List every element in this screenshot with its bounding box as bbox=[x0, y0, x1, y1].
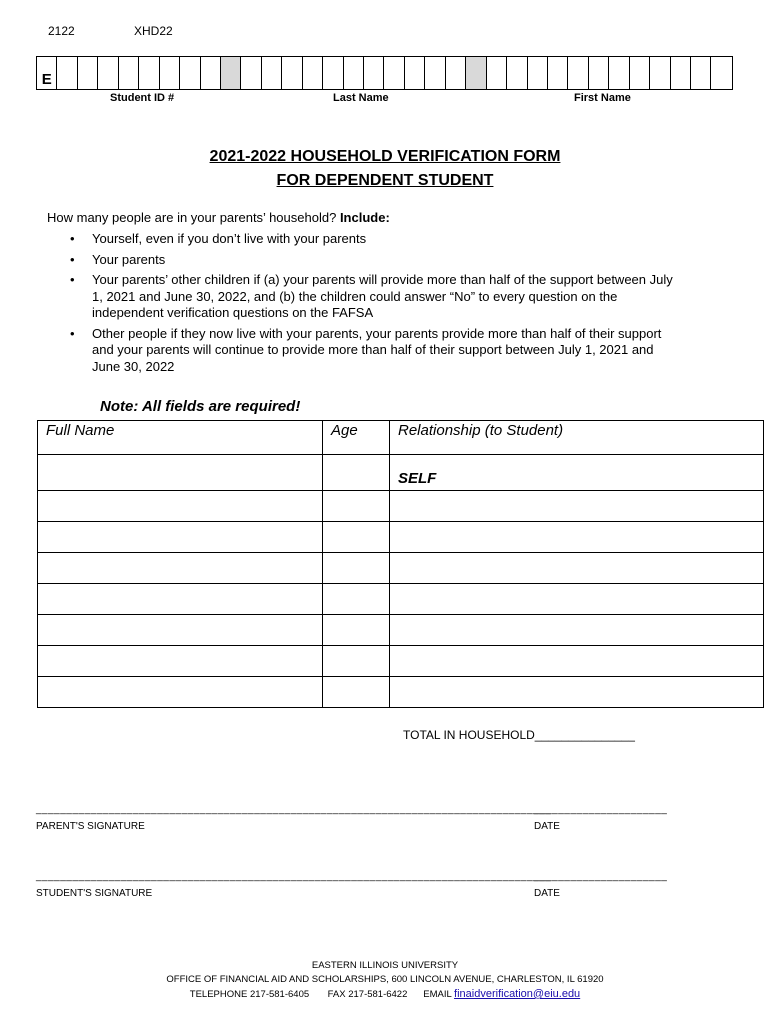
age-field[interactable] bbox=[323, 522, 390, 553]
student-id-label: Student ID # bbox=[110, 92, 175, 104]
id-character-box[interactable] bbox=[180, 57, 200, 89]
id-character-box[interactable] bbox=[691, 57, 711, 89]
list-item bbox=[70, 231, 680, 248]
full-name-field[interactable] bbox=[38, 677, 323, 708]
parent-signature-label: PARENT'S SIGNATURE bbox=[36, 821, 145, 832]
id-character-box[interactable] bbox=[57, 57, 77, 89]
list-item-text: Your parents’ other children if (a) your parents will provide more than half of the support between July 1, 2021 and June 30, 2022, and (b) the children could answer “No” to every question on the independent verification questions on the FAFSA bbox=[92, 272, 673, 320]
list-item bbox=[70, 272, 680, 322]
full-name-field[interactable] bbox=[38, 553, 323, 584]
id-character-box[interactable] bbox=[630, 57, 650, 89]
table-row bbox=[38, 491, 764, 522]
table-header-row bbox=[38, 421, 764, 455]
list-item-text: Your parents bbox=[92, 251, 166, 267]
id-character-box[interactable] bbox=[548, 57, 568, 89]
form-code-right: XHD22 bbox=[134, 24, 173, 38]
list-item bbox=[70, 326, 680, 376]
id-character-box[interactable] bbox=[364, 57, 384, 89]
bullet-icon: • bbox=[70, 251, 75, 267]
age-field[interactable] bbox=[323, 491, 390, 522]
last-name-label: Last Name bbox=[333, 92, 389, 104]
relationship-cell bbox=[390, 455, 764, 491]
relationship-field[interactable] bbox=[390, 677, 764, 708]
bullet-icon: • bbox=[70, 325, 75, 341]
id-character-box[interactable] bbox=[609, 57, 629, 89]
student-date-label: DATE bbox=[534, 888, 560, 899]
id-character-box[interactable] bbox=[78, 57, 98, 89]
id-separator-box bbox=[466, 57, 486, 89]
relationship-header: Relationship (to Student) bbox=[390, 421, 764, 455]
student-signature-line[interactable]: _____________________________________________________________________________________ bbox=[36, 871, 552, 882]
full-name-field[interactable] bbox=[38, 584, 323, 615]
full-name-field[interactable] bbox=[38, 455, 323, 491]
first-name-label: First Name bbox=[574, 92, 631, 104]
include-label: Include: bbox=[339, 210, 390, 225]
age-field[interactable] bbox=[323, 553, 390, 584]
id-character-box[interactable] bbox=[282, 57, 302, 89]
footer-fax: FAX 217-581-6422 bbox=[327, 989, 408, 1000]
full-name-field[interactable] bbox=[38, 491, 323, 522]
id-character-box[interactable] bbox=[671, 57, 691, 89]
age-field[interactable] bbox=[323, 677, 390, 708]
id-character-box[interactable] bbox=[303, 57, 323, 89]
student-signature-label: STUDENT'S SIGNATURE bbox=[36, 888, 153, 899]
form-subtitle: FOR DEPENDENT STUDENT bbox=[276, 172, 494, 189]
id-character-box[interactable] bbox=[589, 57, 609, 89]
age-field[interactable] bbox=[323, 584, 390, 615]
table-row bbox=[38, 677, 764, 708]
table-row bbox=[38, 553, 764, 584]
relationship-field[interactable] bbox=[390, 491, 764, 522]
id-character-box[interactable] bbox=[119, 57, 139, 89]
age-field[interactable] bbox=[323, 455, 390, 491]
footer-email-label: EMAIL bbox=[423, 989, 452, 1000]
bullet-icon: • bbox=[70, 272, 75, 287]
id-character-box[interactable] bbox=[98, 57, 118, 89]
relationship-field[interactable] bbox=[390, 584, 764, 615]
list-item-text: Other people if they now live with your parents, your parents provide more than half of their support and your parents will continue to provide more than half of their support between July 1, 2021 and June 30, 2022 bbox=[92, 325, 662, 374]
age-field[interactable] bbox=[323, 646, 390, 677]
parent-date-line[interactable]: ______________________ bbox=[534, 804, 668, 815]
household-table bbox=[37, 420, 764, 708]
household-question bbox=[47, 210, 390, 225]
id-character-box[interactable] bbox=[201, 57, 221, 89]
footer-office: OFFICE OF FINANCIAL AID AND SCHOLARSHIPS, 600 LINCOLN AVENUE, CHARLESTON, IL 61920 bbox=[166, 974, 604, 985]
list-item-text: Yourself, even if you don’t live with your parents bbox=[92, 231, 367, 246]
bullet-icon: • bbox=[70, 231, 75, 246]
id-character-box[interactable] bbox=[241, 57, 261, 89]
full-name-field[interactable] bbox=[38, 646, 323, 677]
id-character-box[interactable] bbox=[528, 57, 548, 89]
form-title: 2021-2022 HOUSEHOLD VERIFICATION FORM bbox=[209, 148, 561, 165]
id-character-box[interactable] bbox=[446, 57, 466, 89]
table-row bbox=[38, 615, 764, 646]
id-character-box[interactable] bbox=[344, 57, 364, 89]
table-row bbox=[38, 646, 764, 677]
id-character-box[interactable] bbox=[160, 57, 180, 89]
relationship-field[interactable] bbox=[390, 615, 764, 646]
id-character-box[interactable] bbox=[487, 57, 507, 89]
self-label: SELF bbox=[398, 470, 437, 487]
footer-university: EASTERN ILLINOIS UNIVERSITY bbox=[311, 960, 459, 971]
relationship-field[interactable] bbox=[390, 553, 764, 584]
relationship-field[interactable] bbox=[390, 522, 764, 553]
table-row bbox=[38, 522, 764, 553]
id-character-box[interactable] bbox=[384, 57, 404, 89]
id-prefix-box: E bbox=[37, 57, 57, 89]
footer-telephone: TELEPHONE 217-581-6405 bbox=[189, 989, 310, 1000]
id-character-box[interactable] bbox=[507, 57, 527, 89]
relationship-field[interactable] bbox=[390, 646, 764, 677]
id-character-box[interactable] bbox=[262, 57, 282, 89]
table-row bbox=[38, 584, 764, 615]
form-code-left: 2122 bbox=[48, 24, 75, 38]
student-date-line[interactable]: ______________________ bbox=[534, 871, 668, 882]
email-link[interactable]: finaidverification@eiu.edu bbox=[454, 988, 581, 1000]
parent-date-label: DATE bbox=[534, 821, 560, 832]
parent-signature-line[interactable]: _____________________________________________________________________________________ bbox=[36, 804, 552, 815]
id-character-box[interactable] bbox=[711, 57, 731, 89]
id-character-box[interactable] bbox=[405, 57, 425, 89]
id-character-box[interactable] bbox=[323, 57, 343, 89]
footer-contact bbox=[0, 987, 770, 1002]
required-note: Note: All fields are required! bbox=[100, 398, 301, 415]
age-field[interactable] bbox=[323, 615, 390, 646]
full-name-field[interactable] bbox=[38, 615, 323, 646]
student-id-boxes bbox=[36, 56, 733, 90]
list-item bbox=[70, 252, 680, 269]
question-text: How many people are in your parents’ household? bbox=[47, 210, 337, 225]
id-character-box[interactable] bbox=[650, 57, 670, 89]
id-character-box[interactable] bbox=[425, 57, 445, 89]
full-name-header: Full Name bbox=[38, 421, 323, 455]
table-row bbox=[38, 455, 764, 491]
age-header: Age bbox=[323, 421, 390, 455]
total-in-household-field[interactable]: TOTAL IN HOUSEHOLD_______________ bbox=[403, 728, 635, 742]
id-separator-box bbox=[221, 57, 241, 89]
full-name-field[interactable] bbox=[38, 522, 323, 553]
include-list bbox=[70, 231, 680, 379]
id-character-box[interactable] bbox=[568, 57, 588, 89]
id-character-box[interactable] bbox=[139, 57, 159, 89]
